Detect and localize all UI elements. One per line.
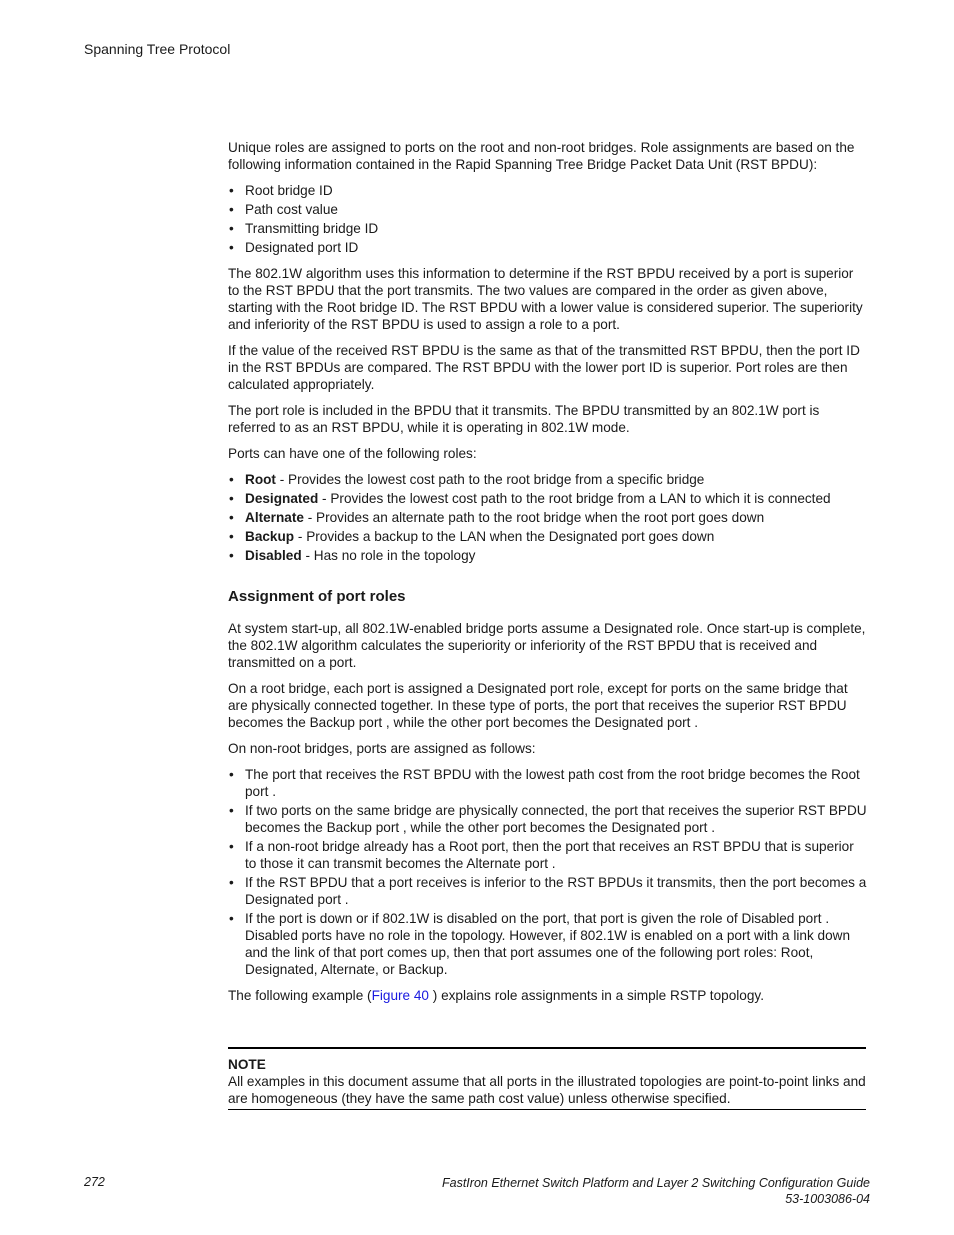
- doc-title: FastIron Ethernet Switch Platform and Layer 2 Switching Configuration Guide: [442, 1176, 870, 1190]
- list-item: • If two ports on the same bridge are physically connected, the port that receives the superior RST BPDU becomes the Backup port , while the other port becomes the Designated port .: [229, 803, 867, 835]
- list-item: • If the port is down or if 802.1W is disabled on the port, that port is given the role of Disabled port . Disabled ports have no role in the topology. However, if 802.1W is enabled on a port with a link down and the link of that port comes up, then that port assumes one of the following port roles: Root, Designated, Alternate, or Backup.: [229, 911, 851, 977]
- note-box: [228, 1047, 866, 1110]
- port-role-bpdu-paragraph: The port role is included in the BPDU that it transmits. The BPDU transmitted by an 802.1W port is referred to as an RST BPDU, while it is operating in 802.1W mode.: [228, 403, 820, 435]
- root-bridge-paragraph: On a root bridge, each port is assigned a Designated port role, except for ports on the same bridge that are physically connected together. In these type of ports, the port that receives the superior RST BPDU becomes the Backup port , while the other port becomes the Designated port .: [228, 681, 848, 730]
- footer-doc-info: [442, 1175, 870, 1207]
- list-item: • If the RST BPDU that a port receives is inferior to the RST BPDUs it transmits, then the port becomes a Designated port .: [229, 875, 867, 907]
- list-item: • If a non-root bridge already has a Root port, then the port that receives an RST BPDU that is superior to those it can transmit becomes the Alternate port .: [229, 839, 854, 871]
- role-item-backup: • Backup - Provides a backup to the LAN when the Designated port goes down: [229, 529, 715, 544]
- roles-intro: Ports can have one of the following roles:: [228, 446, 477, 461]
- note-text: All examples in this document assume that all ports in the illustrated topologies are point-to-point links and are homogeneous (they have the same path cost value) unless otherwise specified.: [228, 1074, 866, 1106]
- list-item: • The port that receives the RST BPDU with the lowest path cost from the root bridge becomes the Root port .: [229, 767, 860, 799]
- intro-paragraph: Unique roles are assigned to ports on the root and non-root bridges. Role assignments are based on the following information contained in the Rapid Spanning Tree Bridge Packet Data Unit (RST BPDU):: [228, 140, 855, 172]
- nonroot-intro: On non-root bridges, ports are assigned as follows:: [228, 741, 536, 756]
- figure-link[interactable]: Figure 40: [371, 988, 429, 1003]
- role-item-designated: • Designated - Provides the lowest cost path to the root bridge from a LAN to which it is connected: [229, 491, 831, 506]
- main-content: [228, 139, 868, 1013]
- role-item-disabled: • Disabled - Has no role in the topology: [229, 548, 476, 563]
- list-item: • Path cost value: [229, 202, 338, 217]
- section-heading: Assignment of port roles: [228, 588, 406, 605]
- list-item: • Designated port ID: [229, 240, 359, 255]
- startup-paragraph: At system start-up, all 802.1W-enabled bridge ports assume a Designated role. Once start-up is complete, the 802.1W algorithm calculates the superiority or inferiority of the RST BPDU that is received and transmitted on a port.: [228, 621, 866, 670]
- running-header: Spanning Tree Protocol: [84, 41, 231, 57]
- doc-number: 53-1003086-04: [785, 1192, 870, 1206]
- role-item-root: • Root - Provides the lowest cost path to the root bridge from a specific bridge: [229, 472, 705, 487]
- port-roles-list: [228, 471, 868, 564]
- algorithm-paragraph: The 802.1W algorithm uses this information to determine if the RST BPDU received by a port is superior to the RST BPDU that the port transmits. The two values are compared in the order as given above, starting with the Root bridge ID. The RST BPDU with a lower value is considered superior. The superiority and inferiority of the RST BPDU is used to assign a role to a port.: [228, 266, 863, 332]
- list-item: • Transmitting bridge ID: [229, 221, 379, 236]
- list-item: • Root bridge ID: [229, 183, 333, 198]
- nonroot-assignment-list: [228, 766, 868, 978]
- role-item-alternate: • Alternate - Provides an alternate path to the root bridge when the root port goes down: [229, 510, 765, 525]
- port-id-paragraph: If the value of the received RST BPDU is the same as that of the transmitted RST BPDU, then the port ID in the RST BPDUs are compared. The RST BPDU with the lower port ID is superior. Port roles are then calculated appropriately.: [228, 343, 860, 392]
- page-number: 272: [84, 1175, 105, 1189]
- rst-bpdu-info-list: [228, 182, 868, 256]
- note-title: NOTE: [228, 1057, 266, 1072]
- example-paragraph: The following example (Figure 40 ) explains role assignments in a simple RSTP topology.: [228, 988, 764, 1003]
